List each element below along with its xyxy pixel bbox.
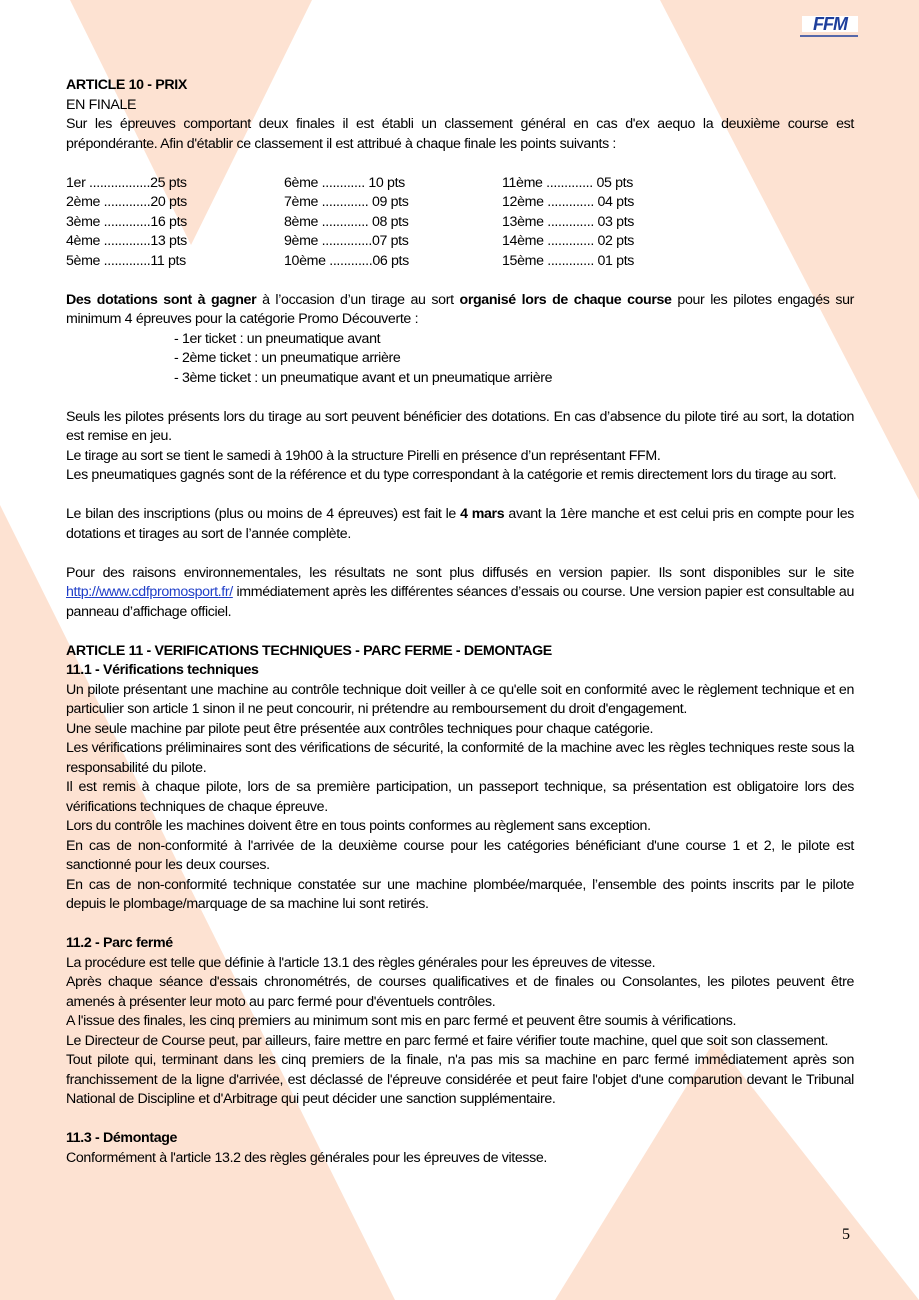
bilan-before: Le bilan des inscriptions (plus ou moins de 4 épreuves) est fait le [66, 506, 461, 522]
points-row: 4ème .............13 pts [66, 233, 187, 249]
points-row: 11ème ............. 05 pts [502, 174, 634, 191]
section-11-2-paragraph: Après chaque séance d'essais chronométrés, de courses qualificatives et de finales ou Consolantes, les pilotes peuvent être amenés à présenter leur moto au parc fermé pour d'éventuels contrôles. [66, 974, 854, 1010]
points-row: 5ème .............11 pts [66, 252, 186, 269]
points-row: 13ème ............. 03 pts [502, 213, 635, 230]
section-11-2-paragraph: La procédure est telle que définie à l'article 13.1 des règles générales pour les épreuves de vitesse. [66, 954, 656, 971]
section-11-2-paragraph: Le Directeur de Course peut, par ailleurs, faire mettre en parc fermé et faire vérifier toute machine, quel que soit son classement. [66, 1032, 829, 1049]
section-11-1-title: 11.1 - Vérifications techniques [66, 662, 259, 678]
ticket-item: - 2ème ticket : un pneumatique arrière [174, 350, 401, 366]
ffm-logo [796, 12, 862, 42]
rule-paragraph: Seuls les pilotes présents lors du tirage au sort peuvent bénéficier des dotations. En cas d’absence du pilote tiré au sort, la dotation est remise en jeu. [66, 408, 854, 444]
dotations-bold-1: Des dotations sont à gagner [66, 291, 257, 308]
section-11-2-title: 11.2 - Parc fermé [66, 935, 173, 951]
bilan-paragraph [66, 505, 854, 544]
points-row: 7ème ............. 09 pts [284, 194, 409, 210]
dotations-text-1: à l’occasion d’un tirage au sort [256, 291, 460, 308]
page-content [66, 76, 854, 1168]
dotations-paragraph [66, 291, 854, 330]
points-row: 12ème ............. 04 pts [502, 194, 635, 210]
section-11-1-paragraph: En cas de non-conformité à l'arrivée de la deuxième course pour les catégories bénéficiant d'une course 1 et 2, le pilote est sanctionné pour les deux courses. [66, 837, 854, 873]
section-11-1-paragraph: Il est remis à chaque pilote, lors de sa première participation, un passeport technique, sa présentation est obligatoire lors des vérifications techniques de chaque épreuve. [66, 779, 854, 815]
article10-title: ARTICLE 10 - PRIX [66, 77, 187, 93]
ticket-item: - 1er ticket : un pneumatique avant [174, 330, 381, 347]
points-row: 9ème ..............07 pts [284, 233, 409, 249]
points-row: 8ème ............. 08 pts [284, 213, 409, 230]
section-11-1-paragraph: En cas de non-conformité technique constatée sur une machine plombée/marquée, l’ensemble des points inscrits par le pilote depuis le plombage/marquage de sa machine lui sont retirés. [66, 876, 854, 912]
results-link[interactable]: http://www.cdfpromosport.fr/ [66, 584, 233, 600]
logo-text: FFM [813, 14, 847, 34]
points-column [66, 174, 284, 272]
article10-intro: Sur les épreuves comportant deux finales il est établi un classement général en cas d'ex aequo la deuxième course est prépondérante. Afin d'établir ce classement il est attribué à chaque finale les points suivants : [66, 116, 854, 152]
ticket-item: - 3ème ticket : un pneumatique avant et un pneumatique arrière [174, 369, 553, 386]
dotations-text-2: pour les pilotes engagés sur minimum 4 épreuves pour la catégorie Promo Découverte : [66, 291, 854, 327]
section-11-3-title: 11.3 - Démontage [66, 1130, 178, 1146]
points-row: 3ème .............16 pts [66, 213, 187, 230]
points-row: 6ème ............ 10 pts [284, 174, 405, 191]
results-before: Pour des raisons environnementales, les résultats ne sont plus diffusés en version papier. Ils sont disponibles sur le site [66, 564, 854, 581]
rule-paragraph: Les pneumatiques gagnés sont de la référence et du type correspondant à la catégorie et remis directement lors du tirage au sort. [66, 467, 837, 483]
points-column [502, 174, 720, 272]
section-11-1-paragraph: Les vérifications préliminaires sont des vérifications de sécurité, la conformité de la machine avec les règles techniques reste sous la responsabilité du pilote. [66, 740, 854, 776]
page-number: 5 [842, 1226, 850, 1243]
dotations-bold-2: organisé lors de chaque course [459, 291, 672, 308]
section-11-1-paragraph: Une seule machine par pilote peut être présentée aux contrôles techniques pour chaque catégorie. [66, 720, 654, 737]
section-11-2-paragraph: Tout pilote qui, terminant dans les cinq premiers de la finale, n'a pas mis sa machine en parc fermé immédiatement après son franchissement de la ligne d'arrivée, est déclassé de l'épreuve considérée et peut faire l'objet d'une comparution devant le Tribunal National de Discipline et d'Arbitrage qui peut décider une sanction supplémentaire. [66, 1052, 854, 1107]
article11-title: ARTICLE 11 - VERIFICATIONS TECHNIQUES - PARC FERME - DEMONTAGE [66, 642, 552, 659]
article10-subtitle: EN FINALE [66, 96, 137, 113]
section-11-1-paragraph: Un pilote présentant une machine au contrôle technique doit veiller à ce qu'elle soit en conformité avec le règlement technique et en particulier son article 1 sinon il ne peut concourir, ni prétendre au remboursement du droit d'engagement. [66, 681, 854, 717]
points-table [66, 174, 854, 272]
results-paragraph [66, 564, 854, 623]
points-row: 2ème .............20 pts [66, 194, 187, 210]
points-column [284, 174, 502, 272]
points-row: 1er .................25 pts [66, 174, 187, 191]
points-row: 15ème ............. 01 pts [502, 252, 635, 269]
results-after: immédiatement après les différentes séances d’essais ou course. Une version papier est consultable au panneau d’affichage officiel. [66, 584, 854, 620]
section-11-3-paragraph: Conformément à l'article 13.2 des règles générales pour les épreuves de vitesse. [66, 1149, 548, 1166]
points-row: 14ème ............. 02 pts [502, 233, 635, 249]
points-row: 10ème ............06 pts [284, 252, 409, 269]
rule-paragraph: Le tirage au sort se tient le samedi à 19h00 à la structure Pirelli en présence d’un représentant FFM. [66, 447, 661, 464]
bilan-date: 4 mars [460, 506, 505, 522]
bilan-after: avant la 1ère manche et est celui pris en compte pour les dotations et tirages au sort de l’année complète. [66, 506, 854, 542]
section-11-2-paragraph: A l'issue des finales, les cinq premiers au minimum sont mis en parc fermé et peuvent être soumis à vérifications. [66, 1013, 737, 1029]
section-11-1-paragraph: Lors du contrôle les machines doivent être en tous points conformes au règlement sans exception. [66, 818, 651, 834]
